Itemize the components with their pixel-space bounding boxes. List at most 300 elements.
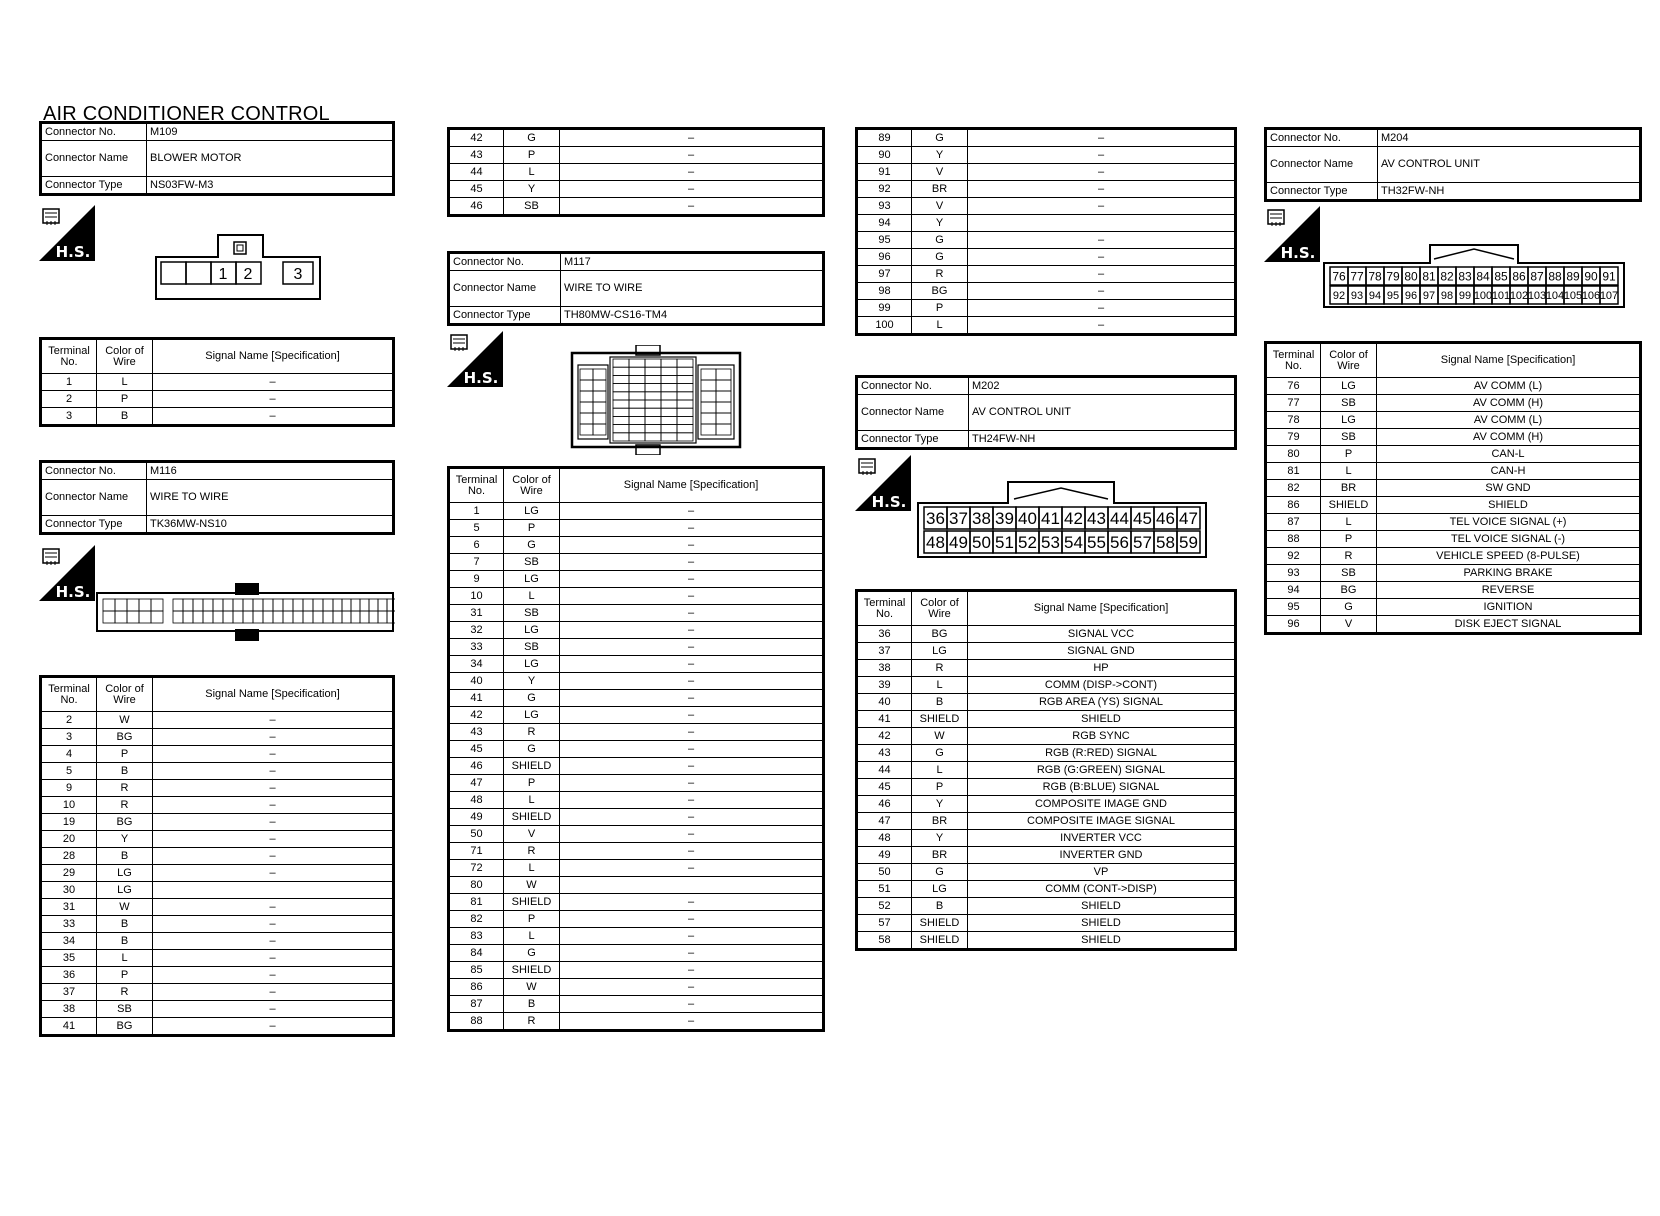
table-row [857, 796, 1236, 813]
signal-name-cell: – [560, 164, 824, 181]
wire-color-cell: LG [504, 503, 560, 520]
wire-color-cell: Y [912, 147, 968, 164]
signal-name-cell: – [560, 690, 824, 707]
pin-label: 95 [1386, 289, 1400, 302]
table-row [449, 894, 824, 911]
column-header-color: Color of Wire [97, 339, 153, 374]
terminal-cell: 6 [449, 537, 504, 554]
cavity-cell [253, 599, 263, 611]
pin-label: 76 [1332, 269, 1346, 284]
terminal-cell: 80 [449, 877, 504, 894]
table-row [41, 848, 394, 865]
wire-color-cell: R [912, 266, 968, 283]
terminal-cell: 86 [1266, 497, 1321, 514]
wire-color-cell: P [97, 391, 153, 408]
wire-color-cell: P [97, 967, 153, 984]
terminal-cell: 76 [1266, 378, 1321, 395]
terminal-cell: 31 [41, 899, 97, 916]
signal-name-cell: VEHICLE SPEED (8-PULSE) [1377, 548, 1641, 565]
signal-name-cell: – [560, 198, 824, 216]
pin-label: 53 [1041, 533, 1060, 553]
hs-label: H.S. [1280, 244, 1316, 262]
cavity-cell [629, 433, 645, 441]
cavity-cell [677, 433, 693, 441]
table-row [449, 707, 824, 724]
connector-name-label: Connector Name [41, 141, 147, 177]
table-header-row [857, 591, 1236, 626]
terminal-cell: 33 [449, 639, 504, 656]
signal-name-cell: – [560, 588, 824, 605]
cavity-cell [360, 611, 369, 623]
wire-color-cell: B [97, 916, 153, 933]
cavity-cell [233, 599, 243, 611]
pin-label: 82 [1440, 269, 1454, 284]
pin-label: 94 [1368, 289, 1382, 302]
signal-name-cell: DISK EJECT SIGNAL [1377, 616, 1641, 634]
cavity-cell [351, 611, 360, 623]
cavity-cell [661, 416, 677, 424]
column-header-color: Color of Wire [504, 468, 560, 503]
cavity-cell [629, 384, 645, 392]
wire-color-cell: SB [504, 639, 560, 656]
wire-color-cell: P [912, 779, 968, 796]
table-row [1266, 412, 1641, 429]
terminal-cell: 88 [449, 1013, 504, 1031]
pin-label: 102 [1509, 289, 1529, 302]
hs-icon [39, 205, 95, 261]
table-row [449, 198, 824, 216]
wire-color-cell: R [97, 797, 153, 814]
signal-name-cell: AV COMM (L) [1377, 412, 1641, 429]
signal-name-cell: AV COMM (L) [1377, 378, 1641, 395]
signal-name-cell: COMM (DISP->CONT) [968, 677, 1236, 694]
terminal-cell: 19 [41, 814, 97, 831]
cavity-cell [629, 375, 645, 383]
terminal-cell: 3 [41, 729, 97, 746]
cavity-cell [613, 400, 629, 408]
signal-name-cell: – [560, 741, 824, 758]
terminal-cell: 72 [449, 860, 504, 877]
signal-name-cell: AV COMM (H) [1377, 395, 1641, 412]
connector-type-label: Connector Type [857, 431, 969, 449]
hs-icon [1264, 206, 1320, 262]
cavity-cell [677, 392, 693, 400]
signal-name-cell: – [968, 249, 1236, 266]
signal-name-cell: – [153, 374, 394, 391]
terminal-cell: 45 [449, 741, 504, 758]
cavity-cell [243, 611, 253, 623]
terminal-cell: 5 [449, 520, 504, 537]
cavity-cell [613, 359, 629, 367]
cavity-cell [593, 402, 606, 413]
m117-connector-face [570, 345, 742, 455]
terminal-cell: 85 [449, 962, 504, 979]
table-row [41, 933, 394, 950]
wire-color-cell: LG [504, 571, 560, 588]
signal-name-cell: – [153, 797, 394, 814]
wire-color-cell: BR [912, 181, 968, 198]
cavity-cell [213, 611, 223, 623]
connector-type-label: Connector Type [41, 177, 147, 195]
table-row [41, 797, 394, 814]
wire-color-cell: SB [504, 554, 560, 571]
terminal-cell: 42 [449, 707, 504, 724]
signal-name-cell: – [153, 763, 394, 780]
terminal-cell: 78 [1266, 412, 1321, 429]
signal-name-cell: PARKING BRAKE [1377, 565, 1641, 582]
cavity-cell [661, 359, 677, 367]
wire-color-cell: P [1321, 531, 1377, 548]
cavity-cell [613, 416, 629, 424]
cavity-cell [645, 384, 661, 392]
pin-label: 98 [1440, 289, 1454, 302]
signal-name-cell: – [560, 147, 824, 164]
table-row [449, 860, 824, 877]
signal-name-cell: – [560, 503, 824, 520]
terminal-cell: 82 [1266, 480, 1321, 497]
terminal-cell: 9 [41, 780, 97, 797]
terminal-cell: 93 [1266, 565, 1321, 582]
table-row [41, 374, 394, 391]
connector-name-value: WIRE TO WIRE [561, 271, 824, 307]
terminal-cell: 52 [857, 898, 912, 915]
table-row [857, 129, 1236, 147]
terminal-cell: 92 [857, 181, 912, 198]
cavity-cell [213, 599, 223, 611]
signal-name-cell: – [560, 520, 824, 537]
table-row [449, 164, 824, 181]
cavity-cell [716, 380, 731, 391]
m116-terminal-table-continued [447, 127, 825, 217]
column-header-signal: Signal Name [Specification] [1377, 343, 1641, 378]
terminal-cell: 4 [41, 746, 97, 763]
signal-name-cell: – [560, 656, 824, 673]
connector-no-value: M202 [969, 377, 1236, 395]
wire-color-cell: G [912, 864, 968, 881]
table-row [857, 198, 1236, 215]
table-header-row [41, 339, 394, 374]
signal-name-cell: – [968, 198, 1236, 215]
signal-name-cell: – [153, 1001, 394, 1018]
cavity-cell [677, 367, 693, 375]
cavity-cell [378, 599, 387, 611]
cavity-cell [203, 611, 213, 623]
cavity-cell [151, 599, 163, 611]
wire-color-cell: LG [504, 707, 560, 724]
signal-name-cell: – [153, 865, 394, 882]
terminal-cell: 39 [857, 677, 912, 694]
connector-name-value: BLOWER MOTOR [147, 141, 394, 177]
wire-color-cell: R [504, 843, 560, 860]
cavity-cell [645, 433, 661, 441]
terminal-cell: 47 [449, 775, 504, 792]
signal-name-cell: – [153, 1018, 394, 1036]
signal-name-cell: SHIELD [968, 711, 1236, 728]
signal-name-cell: – [153, 950, 394, 967]
cavity-cell [677, 416, 693, 424]
cavity-cell [613, 433, 629, 441]
pin-label: 59 [1179, 533, 1198, 553]
terminal-cell: 45 [857, 779, 912, 796]
signal-name-cell: – [968, 317, 1236, 335]
terminal-cell: 98 [857, 283, 912, 300]
table-row [857, 762, 1236, 779]
wire-color-cell: V [912, 164, 968, 181]
terminal-cell: 10 [41, 797, 97, 814]
cavity-cell [629, 425, 645, 433]
cavity-cell [629, 367, 645, 375]
wire-color-cell: G [504, 129, 560, 147]
wire-color-cell: B [912, 898, 968, 915]
signal-name-cell: SHIELD [968, 932, 1236, 950]
wire-color-cell: SHIELD [504, 809, 560, 826]
table-row [41, 408, 394, 426]
cavity-cell [223, 599, 233, 611]
cavity-cell [580, 413, 593, 424]
cavity-cell [103, 611, 115, 623]
m117-terminal-table [447, 466, 825, 1032]
terminal-cell: 46 [857, 796, 912, 813]
table-row [857, 864, 1236, 881]
table-row [1266, 565, 1641, 582]
cavity-cell [139, 599, 151, 611]
signal-name-cell: – [560, 181, 824, 198]
wire-color-cell: Y [97, 831, 153, 848]
table-row [41, 814, 394, 831]
wire-color-cell: SB [1321, 429, 1377, 446]
cavity-cell [645, 408, 661, 416]
pin-label: 92 [1332, 289, 1346, 302]
table-row [1266, 395, 1641, 412]
wire-color-cell: LG [97, 882, 153, 899]
table-row [857, 847, 1236, 864]
table-row [41, 967, 394, 984]
pin-label: 54 [1064, 533, 1083, 553]
terminal-cell: 48 [857, 830, 912, 847]
signal-name-cell: RGB (G:GREEN) SIGNAL [968, 762, 1236, 779]
m116-terminal-table [39, 675, 395, 1037]
pin-label: 103 [1527, 289, 1547, 302]
pin-label: 89 [1566, 269, 1580, 284]
wire-color-cell: P [912, 300, 968, 317]
terminal-cell: 95 [1266, 599, 1321, 616]
pin-label: 105 [1563, 289, 1583, 302]
wire-color-cell: LG [504, 622, 560, 639]
table-row [857, 164, 1236, 181]
hs-label: H.S. [463, 369, 499, 387]
signal-name-cell: – [560, 826, 824, 843]
table-row [41, 916, 394, 933]
pin-label: 42 [1064, 509, 1083, 529]
wire-color-cell: G [912, 129, 968, 147]
pin-label: 83 [1458, 269, 1472, 284]
signal-name-cell: – [153, 933, 394, 950]
cavity-cell [127, 599, 139, 611]
cavity-cell [593, 369, 606, 380]
terminal-cell: 20 [41, 831, 97, 848]
wire-color-cell: P [504, 911, 560, 928]
terminal-cell: 7 [449, 554, 504, 571]
wire-color-cell: BR [1321, 480, 1377, 497]
wire-color-cell: L [912, 762, 968, 779]
cavity-cell [342, 611, 351, 623]
signal-name-cell: SW GND [1377, 480, 1641, 497]
connector-name-label: Connector Name [41, 480, 147, 516]
wire-color-cell: L [504, 588, 560, 605]
table-row [41, 1018, 394, 1036]
table-row [449, 979, 824, 996]
terminal-cell: 43 [449, 147, 504, 164]
cavity-cell [701, 402, 716, 413]
pin-label: 39 [995, 509, 1014, 529]
table-row [449, 826, 824, 843]
pin-label: 106 [1581, 289, 1601, 302]
table-row [857, 181, 1236, 198]
terminal-cell: 97 [857, 266, 912, 283]
table-row [449, 911, 824, 928]
table-row [41, 882, 394, 899]
cavity-cell [303, 611, 313, 623]
cavity-cell [323, 599, 333, 611]
signal-name-cell: – [560, 1013, 824, 1031]
connector-type-value: TK36MW-NS10 [147, 516, 394, 534]
table-row [41, 831, 394, 848]
table-row [1266, 531, 1641, 548]
terminal-cell: 42 [857, 728, 912, 745]
pin-label: 48 [926, 533, 945, 553]
hs-icon [447, 331, 503, 387]
terminal-cell: 46 [449, 758, 504, 775]
pin-label: 1 [218, 266, 228, 283]
signal-name-cell: CAN-H [1377, 463, 1641, 480]
table-row [449, 741, 824, 758]
signal-name-cell: COMPOSITE IMAGE GND [968, 796, 1236, 813]
pin-label: 78 [1368, 269, 1382, 284]
terminal-cell: 94 [1266, 582, 1321, 599]
table-row [857, 711, 1236, 728]
table-row [1266, 378, 1641, 395]
signal-name-cell: – [560, 707, 824, 724]
connector-no-label: Connector No. [41, 123, 147, 141]
cavity-cell [369, 611, 378, 623]
cavity-cell [629, 392, 645, 400]
cavity-cell [677, 425, 693, 433]
terminal-cell: 95 [857, 232, 912, 249]
terminal-cell: 35 [41, 950, 97, 967]
table-row [449, 809, 824, 826]
terminal-cell: 81 [1266, 463, 1321, 480]
wire-color-cell: L [97, 374, 153, 391]
wire-color-cell: R [97, 984, 153, 1001]
table-row [449, 996, 824, 1013]
terminal-cell: 34 [449, 656, 504, 673]
connector-type-value: TH24FW-NH [969, 431, 1236, 449]
connector-no-value: M204 [1378, 129, 1641, 147]
cavity-cell [253, 611, 263, 623]
table-row [449, 843, 824, 860]
wire-color-cell: P [97, 746, 153, 763]
pin-label: 81 [1422, 269, 1436, 284]
hs-label: H.S. [55, 583, 91, 601]
pin-label: 56 [1110, 533, 1129, 553]
wire-color-cell: W [504, 979, 560, 996]
wire-color-cell: V [1321, 616, 1377, 634]
table-row [449, 962, 824, 979]
table-row [1266, 429, 1641, 446]
terminal-cell: 94 [857, 215, 912, 232]
terminal-cell: 41 [449, 690, 504, 707]
pin-label: 2 [243, 266, 253, 283]
signal-name-cell: TEL VOICE SIGNAL (-) [1377, 531, 1641, 548]
signal-name-cell [968, 215, 1236, 232]
column-header-terminal: Terminal No. [41, 339, 97, 374]
terminal-cell: 1 [449, 503, 504, 520]
pin-label: 45 [1133, 509, 1152, 529]
cavity-cell [273, 599, 283, 611]
signal-name-cell: – [153, 848, 394, 865]
wire-color-cell: SHIELD [912, 711, 968, 728]
signal-name-cell: SIGNAL VCC [968, 626, 1236, 643]
signal-name-cell: – [968, 129, 1236, 147]
cavity-cell [677, 408, 693, 416]
terminal-cell: 80 [1266, 446, 1321, 463]
pin-label: 57 [1133, 533, 1152, 553]
wire-color-cell: G [912, 745, 968, 762]
wire-color-cell: SHIELD [912, 932, 968, 950]
terminal-cell: 41 [857, 711, 912, 728]
table-row [449, 181, 824, 198]
pin-label: 79 [1386, 269, 1400, 284]
connector-no-label: Connector No. [449, 253, 561, 271]
table-row [857, 266, 1236, 283]
connector-name-value: WIRE TO WIRE [147, 480, 394, 516]
table-row [857, 745, 1236, 762]
cavity-cell [593, 413, 606, 424]
pin-label: 51 [995, 533, 1014, 553]
cavity-cell [303, 599, 313, 611]
signal-name-cell: – [560, 673, 824, 690]
terminal-cell: 58 [857, 932, 912, 950]
table-row [1266, 548, 1641, 565]
pin-label: 40 [1018, 509, 1037, 529]
cavity-cell [701, 413, 716, 424]
table-row [449, 622, 824, 639]
cavity-cell [580, 369, 593, 380]
connector-type-value: TH80MW-CS16-TM4 [561, 307, 824, 325]
cavity-cell [580, 402, 593, 413]
table-row [41, 746, 394, 763]
table-row [857, 660, 1236, 677]
wire-color-cell: R [1321, 548, 1377, 565]
connector-name-label: Connector Name [1266, 147, 1378, 183]
wire-color-cell: L [1321, 463, 1377, 480]
wire-color-cell: SB [504, 198, 560, 216]
signal-name-cell: SIGNAL GND [968, 643, 1236, 660]
signal-name-cell: – [560, 996, 824, 1013]
signal-name-cell: – [560, 554, 824, 571]
pin-label: 43 [1087, 509, 1106, 529]
table-row [41, 1001, 394, 1018]
wire-color-cell: B [97, 848, 153, 865]
wire-color-cell: G [912, 249, 968, 266]
cavity-cell [243, 599, 253, 611]
terminal-cell: 5 [41, 763, 97, 780]
terminal-cell: 45 [449, 181, 504, 198]
cavity-cell [593, 424, 606, 435]
pin-label: 47 [1179, 509, 1198, 529]
wire-color-cell: L [504, 164, 560, 181]
terminal-cell: 50 [857, 864, 912, 881]
